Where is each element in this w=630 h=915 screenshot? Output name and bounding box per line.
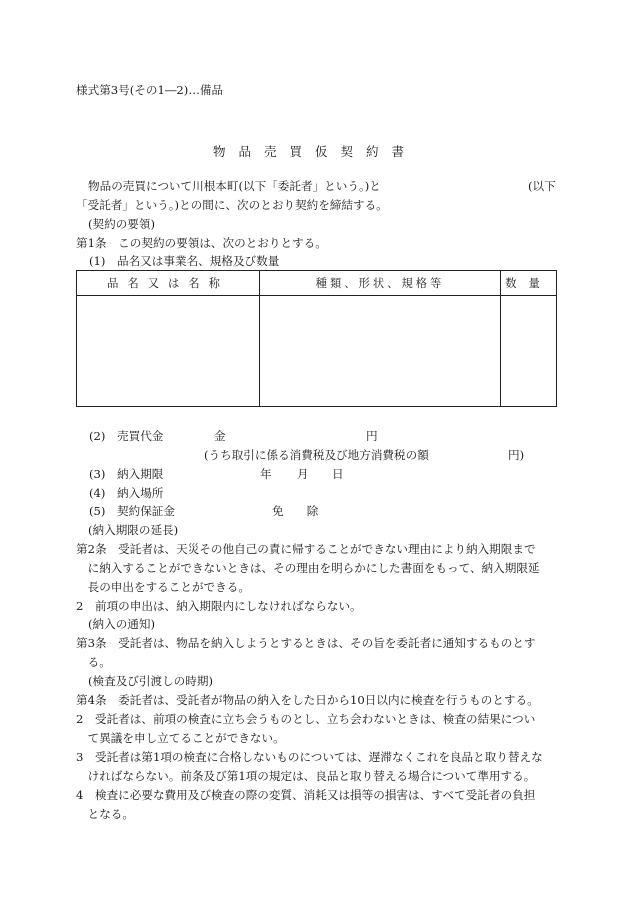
items-table-header [77,271,557,296]
article-4-line: 第4条 委託者は、受託者が物品の納入をした日から10日以内に検査を行うものとする。 [76,693,539,707]
deadline-label: (3) 納入期限 [89,467,164,481]
article-4-line: ければならない。前条及び第1項の規定は、良品と取り替える場合について準用する。 [76,769,536,783]
article-4-line: 4 検査に必要な費用及び検査の際の変質、消耗又は損等の損害は、すべて受託者の負担 [76,788,536,802]
article-2-line: 2 前項の申出は、納入期限内にしなければならない。 [76,599,362,613]
date-year: 年 [260,467,272,481]
document-title: 物品売買仮契約書 [212,144,417,159]
date-day: 日 [332,467,344,481]
table-row [77,296,557,407]
article-2-heading: (納入期限の延長) [88,523,179,537]
intro-line-1-right: (以下 [528,179,556,193]
article-3-line: 第3条 受託者は、物品を納入しようとするときは、その旨を委託者に通知するものとす [76,636,536,650]
article-4-line: て異議を申し立てることができない。 [76,731,285,745]
intro-line-2: 「受託者」という。)との間に、次のとおり契約を締結する。 [76,198,388,212]
deposit-label: (5) 契約保証金 [89,504,175,518]
form-number: 様式第3号(その1―2)…備品 [76,83,224,97]
article-4-line: となる。 [76,807,134,821]
cell-quantity[interactable] [501,296,557,407]
article-2-line: に納入することができないときは、その理由を明らかにした書面をもって、納入期限延 [76,561,540,575]
cell-spec[interactable] [260,296,501,407]
article-4-line: 2 受託者は、前項の検査に立ち会うものとし、立ち会わないときは、検査の結果につい [76,712,536,726]
heading-gist: (契約の要領) [88,217,156,231]
article-4-line: 3 受託者は第1項の検査に合格しないものについては、遅滞なくこれを良品と取り替えな [76,750,543,764]
price-kin: 金 [214,429,226,443]
header-quantity: 数量 [501,271,557,296]
header-spec: 種類、形状、規格等 [260,271,501,296]
article-3-heading: (納入の通知) [88,617,156,631]
intro-line-1: 物品の売買について川根本町(以下「委託者」という。)と [88,179,381,193]
place-label: (4) 納入場所 [89,486,164,500]
article-1-text: 第1条 この契約の要領は、次のとおりとする。 [76,236,327,250]
article-2-line: 第2条 受託者は、天災その他自己の責に帰することができない理由により納入期限まで [76,542,536,556]
article-2-line: 長の申出をすることができる。 [76,580,250,594]
article-1-item-label: (1) 品名又は事業名、規格及び数量 [89,254,280,268]
items-table [76,270,557,407]
article-3-line: る。 [76,655,111,669]
article-4-heading: (検査及び引渡しの時期) [88,674,213,688]
date-month: 月 [297,467,309,481]
cell-item-name[interactable] [77,296,260,407]
deposit-value: 免 除 [272,504,319,518]
price-yen: 円 [366,429,378,443]
tax-yen: 円) [508,448,525,462]
tax-note: (うち取引に係る消費税及び地方消費税の額 [204,448,429,462]
header-item-name: 品名又は名称 [77,271,260,296]
price-label: (2) 売買代金 [89,429,164,443]
